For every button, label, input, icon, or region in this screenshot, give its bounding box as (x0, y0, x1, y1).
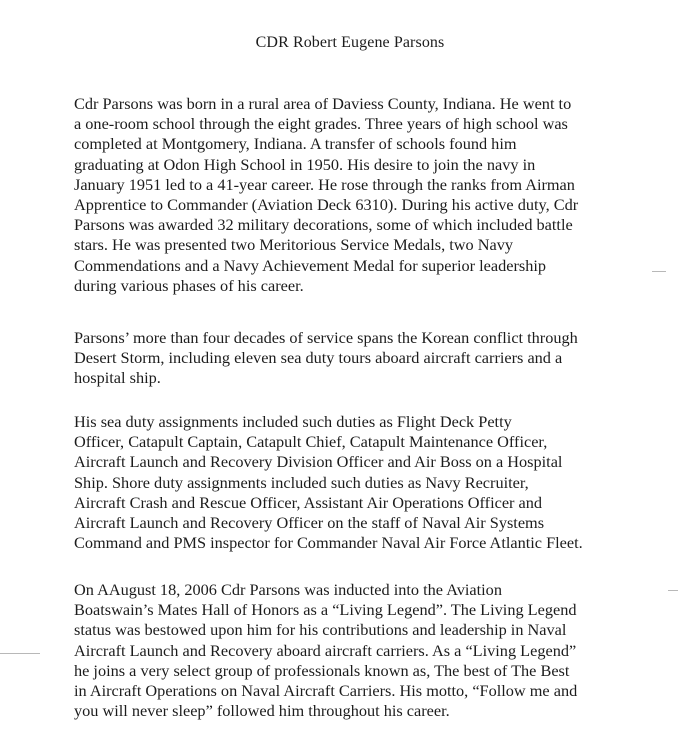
text-line: Parsons was awarded 32 military decorations, some of which included battle (74, 215, 573, 235)
text-line: Officer, Catapult Captain, Catapult Chief, Catapult Maintenance Officer, (74, 432, 548, 452)
text-line: in Aircraft Operations on Naval Aircraft Carriers. His motto, “Follow me and (74, 681, 578, 701)
text-line: Cdr Parsons was born in a rural area of Daviess County, Indiana. He went to (74, 94, 572, 113)
text-line: Parsons’ more than four decades of service spans the Korean conflict through (74, 328, 578, 347)
text-line: status was bestowed upon him for his contributions and leadership in Naval (74, 620, 567, 640)
text-line: Aircraft Crash and Rescue Officer, Assistant Air Operations Officer and (74, 492, 543, 512)
text-line: Commendations and a Navy Achievement Medal for superior leadership (74, 255, 547, 275)
text-line: January 1951 led to a 41-year career. He rose through the ranks from Airman (74, 174, 575, 194)
paragraph-living-legend (74, 580, 577, 721)
text-line: a one-room school through the eight grades. Three years of high school was (74, 114, 568, 134)
text-line: Ship. Shore duty assignments included such duties as Navy Recruiter, (74, 472, 529, 492)
text-line: Aircraft Launch and Recovery aboard aircraft carriers. As a “Living Legend” (74, 640, 577, 660)
text-line: graduating at Odon High School in 1950. His desire to join the navy in (74, 154, 536, 174)
scan-speck (652, 271, 666, 272)
text-line: he joins a very select group of professionals known as, The best of The Best (74, 660, 570, 680)
text-line: Command and PMS inspector for Commander Naval Air Force Atlantic Fleet. (74, 533, 583, 553)
scan-speck (668, 590, 678, 591)
text-line: Apprentice to Commander (Aviation Deck 6310). During his active duty, Cdr (74, 195, 579, 215)
text-line: during various phases of his career. (74, 275, 304, 295)
text-line: Desert Storm, including eleven sea duty tours aboard aircraft carriers and a (74, 348, 563, 368)
text-line: Aircraft Launch and Recovery Division Officer and Air Boss on a Hospital (74, 452, 563, 472)
text-line: you will never sleep” followed him throughout his career. (74, 701, 450, 721)
document-title: CDR Robert Eugene Parsons (255, 34, 445, 51)
scan-speck (0, 653, 40, 654)
paragraph-duty-assignments (74, 412, 583, 553)
text-line: completed at Montgomery, Indiana. A transfer of schools found him (74, 134, 517, 154)
text-line: stars. He was presented two Meritorious Service Medals, two Navy (74, 235, 514, 255)
text-line: Boatswain’s Mates Hall of Honors as a “Living Legend”. The Living Legend (74, 600, 577, 620)
text-line: On AAugust 18, 2006 Cdr Parsons was inducted into the Aviation (74, 580, 502, 599)
text-line: hospital ship. (74, 368, 161, 388)
text-line: Aircraft Launch and Recovery Officer on the staff of Naval Air Systems (74, 513, 545, 533)
paragraph-birth-and-career (74, 94, 578, 296)
paragraph-decades-of-service (74, 328, 578, 389)
text-line: His sea duty assignments included such duties as Flight Deck Petty (74, 412, 512, 431)
